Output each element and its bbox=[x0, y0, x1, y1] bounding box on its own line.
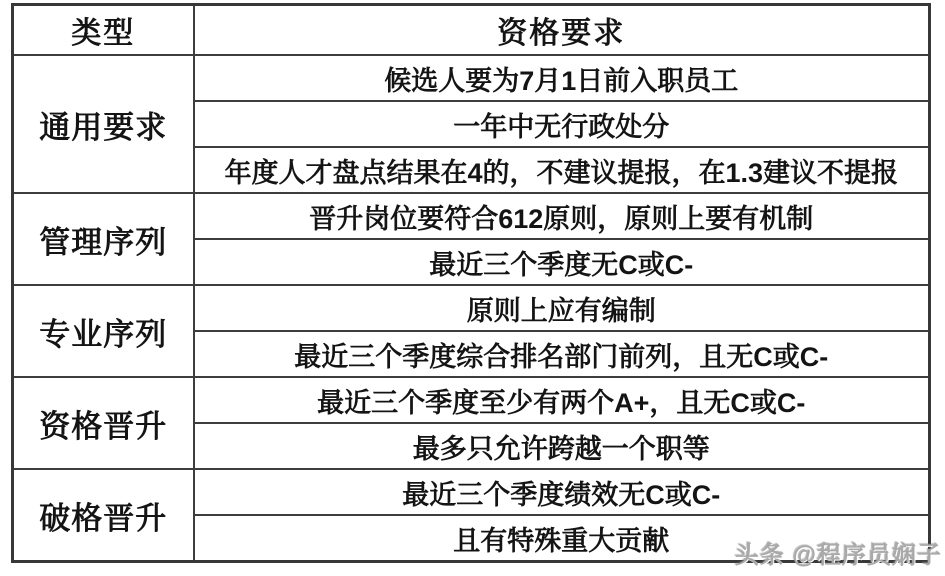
table-row bbox=[13, 377, 930, 423]
requirement-cell: 一年中无行政处分 bbox=[194, 101, 930, 147]
qualification-requirements-table bbox=[11, 3, 931, 563]
table-row bbox=[13, 193, 930, 239]
requirement-cell: 候选人要为7月1日前入职员工 bbox=[194, 55, 930, 101]
type-cell: 管理序列 bbox=[13, 193, 194, 285]
table-header-row bbox=[13, 5, 930, 56]
requirement-cell: 最近三个季度无C或C- bbox=[194, 239, 930, 285]
requirement-cell: 最近三个季度绩效无C或C- bbox=[194, 469, 930, 515]
type-cell: 通用要求 bbox=[13, 55, 194, 193]
requirement-cell: 晋升岗位要符合612原则，原则上要有机制 bbox=[194, 193, 930, 239]
type-cell: 资格晋升 bbox=[13, 377, 194, 469]
requirement-cell: 年度人才盘点结果在4的，不建议提报，在1.3建议不提报 bbox=[194, 147, 930, 193]
type-cell: 专业序列 bbox=[13, 285, 194, 377]
table-row bbox=[13, 469, 930, 515]
table-row bbox=[13, 285, 930, 331]
header-cell-requirements: 资格要求 bbox=[194, 5, 930, 56]
requirement-cell: 且有特殊重大贡献 bbox=[194, 515, 930, 562]
requirement-cell: 最近三个季度综合排名部门前列，且无C或C- bbox=[194, 331, 930, 377]
table-row bbox=[13, 55, 930, 101]
requirement-cell: 原则上应有编制 bbox=[194, 285, 930, 331]
table-body bbox=[13, 55, 930, 562]
requirement-cell: 最近三个季度至少有两个A+，且无C或C- bbox=[194, 377, 930, 423]
watermark-label: 头条 @程序员娴子 bbox=[734, 542, 942, 569]
header-cell-type: 类型 bbox=[13, 5, 194, 56]
requirement-cell: 最多只允许跨越一个职等 bbox=[194, 423, 930, 469]
type-cell: 破格晋升 bbox=[13, 469, 194, 562]
